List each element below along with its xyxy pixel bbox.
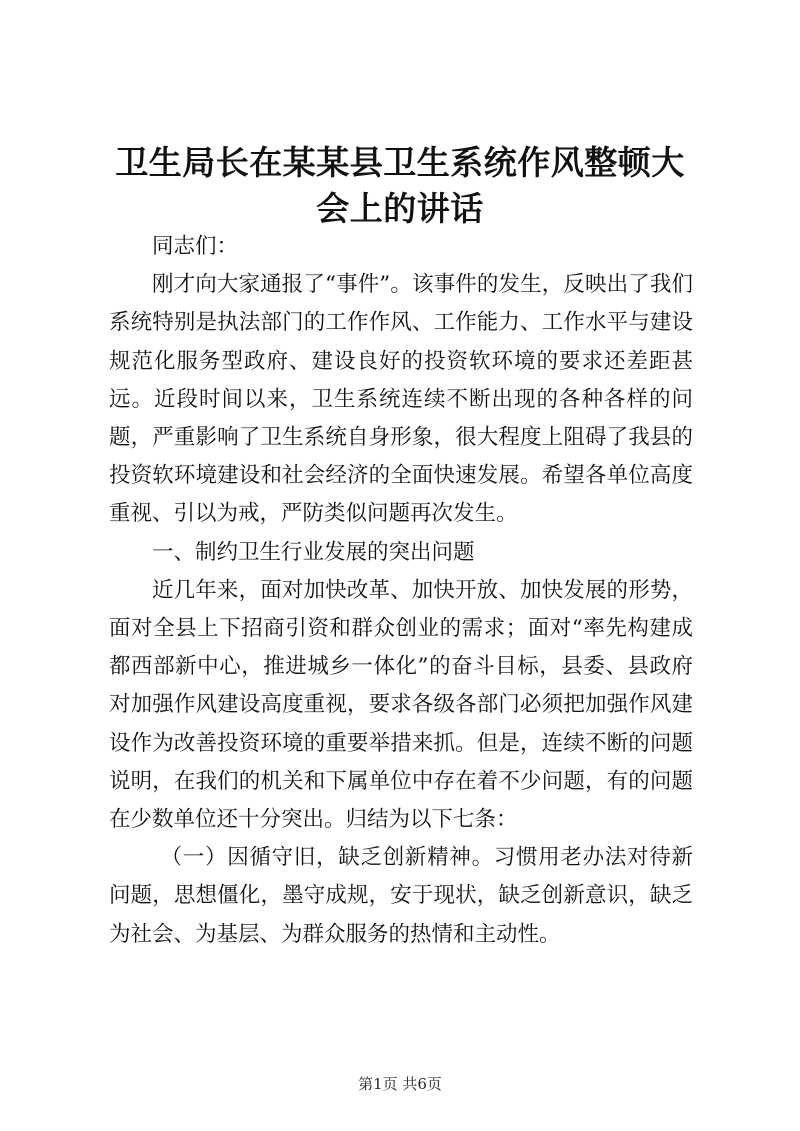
page-footer: 第1页 共6页: [358, 1075, 442, 1093]
document-body: [109, 228, 693, 954]
body-paragraph: 近几年来，面对加快改革、加快开放、加快发展的形势，面对全县上下招商引资和群众创业的需求；面对“率先构建成都西部新中心，推进城乡一体化”的奋斗目标，县委、县政府对加强作风建设高度重视，要求各级各部门必须把加强作风建设作为改善投资环境的重要举措来抓。但是，连续不断的问题说明，在我们的机关和下属单位中存在着不少问题，有的问题在少数单位还十分突出。归结为以下七条：: [109, 577, 693, 833]
document-title: 卫生局长在某某县卫生系统作风整顿大会上的讲话: [115, 143, 685, 228]
intro-paragraph: 刚才向大家通报了“事件”。该事件的发生，反映出了我们系统特别是执法部门的工作作风、工作能力、工作水平与建设规范化服务型政府、建设良好的投资软环境的要求还差距甚远。近段时间以来，卫生系统连续不断出现的各种各样的问题，严重影响了卫生系统自身形象，很大程度上阻碍了我县的投资软环境建设和社会经济的全面快速发展。希望各单位高度重视、引以为戒，严防类似问题再次发生。: [109, 272, 693, 527]
section-heading-paragraph: 一、制约卫生行业发展的突出问题: [152, 539, 475, 565]
subsection-paragraph: （一）因循守旧，缺乏创新精神。习惯用老办法对待新问题，思想僵化，墨守成规，安于现状，缺乏创新意识，缺乏为社会、为基层、为群众服务的热情和主动性。: [109, 845, 693, 947]
salutation-paragraph: 同志们：: [152, 234, 239, 259]
